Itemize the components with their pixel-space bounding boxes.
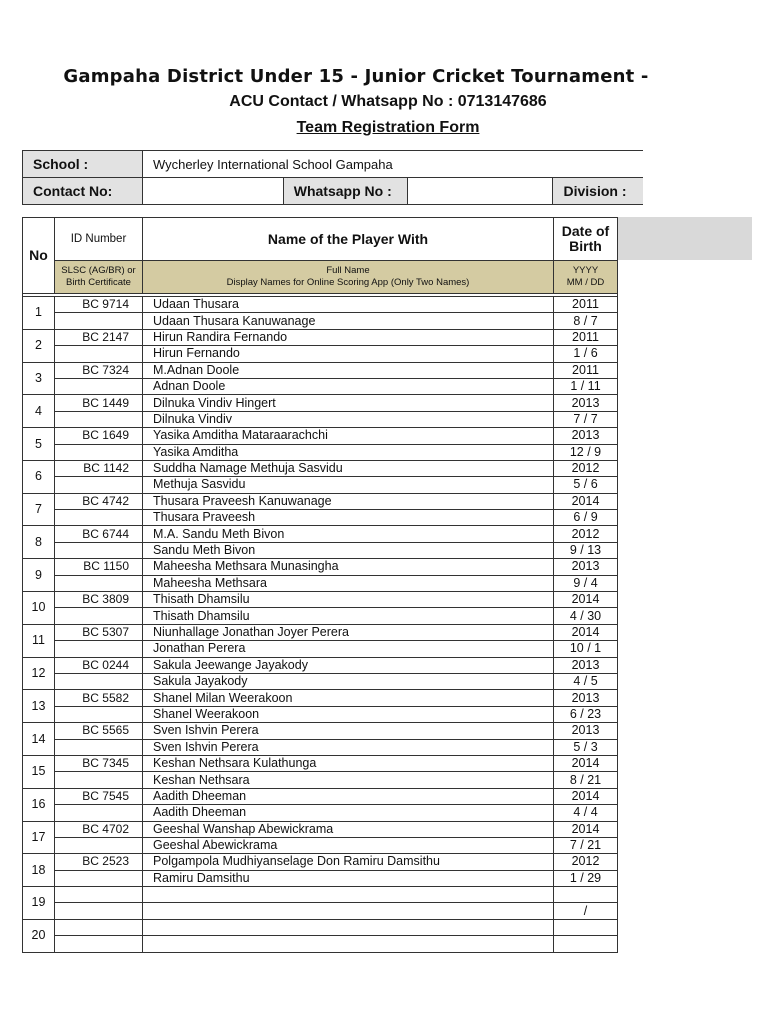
acu-contact-line: ACU Contact / Whatsapp No : 0713147686 [229, 93, 547, 110]
player-display-name[interactable]: Yasika Amditha [143, 444, 554, 460]
player-row [23, 624, 618, 640]
player-row-display [23, 510, 618, 526]
player-id-blank[interactable] [55, 346, 143, 362]
player-id-blank[interactable] [55, 411, 143, 427]
player-row-display [23, 477, 618, 493]
player-full-name[interactable]: M.Adnan Doole [143, 362, 554, 378]
player-full-name[interactable]: M.A. Sandu Meth Bivon [143, 526, 554, 542]
player-display-name[interactable] [143, 936, 554, 952]
player-full-name[interactable]: Niunhallage Jonathan Joyer Perera [143, 624, 554, 640]
player-row [23, 723, 618, 739]
player-row [23, 297, 618, 313]
player-birth-mmdd[interactable]: 10 / 1 [554, 641, 618, 657]
player-birth-year[interactable]: 2013 [554, 690, 618, 706]
player-number: 3 [23, 362, 55, 395]
player-row [23, 919, 618, 935]
player-number: 7 [23, 493, 55, 526]
player-row-display [23, 903, 618, 919]
player-id-number[interactable]: BC 3809 [55, 592, 143, 608]
player-id-blank[interactable] [55, 706, 143, 722]
player-id-blank[interactable] [55, 444, 143, 460]
player-id-blank[interactable] [55, 510, 143, 526]
player-row-display [23, 542, 618, 558]
column-subheader-name [143, 261, 554, 294]
player-full-name[interactable]: Sakula Jeewange Jayakody [143, 657, 554, 673]
player-full-name[interactable]: Dilnuka Vindiv Hingert [143, 395, 554, 411]
player-id-blank[interactable] [55, 837, 143, 853]
player-number: 1 [23, 297, 55, 330]
player-full-name[interactable]: Suddha Namage Methuja Sasvidu [143, 460, 554, 476]
player-row-display [23, 608, 618, 624]
player-full-name[interactable]: Thisath Dhamsilu [143, 592, 554, 608]
player-birth-mmdd[interactable]: 1 / 11 [554, 378, 618, 394]
player-birth-mmdd[interactable]: 7 / 21 [554, 837, 618, 853]
player-id-number[interactable] [55, 919, 143, 935]
player-number: 20 [23, 919, 55, 952]
player-birth-year[interactable]: 2013 [554, 428, 618, 444]
column-header-name: Name of the Player With [143, 218, 554, 261]
school-info-section [22, 150, 643, 205]
player-row [23, 788, 618, 804]
player-row [23, 493, 618, 509]
player-birth-mmdd[interactable]: 9 / 4 [554, 575, 618, 591]
player-number: 8 [23, 526, 55, 559]
player-birth-year[interactable]: 2014 [554, 755, 618, 771]
player-display-name[interactable]: Aadith Dheeman [143, 805, 554, 821]
player-birth-year[interactable]: 2014 [554, 592, 618, 608]
player-row-display [23, 378, 618, 394]
player-id-number[interactable]: BC 2147 [55, 329, 143, 345]
player-birth-mmdd[interactable]: 9 / 13 [554, 542, 618, 558]
player-id-blank[interactable] [55, 673, 143, 689]
player-birth-year[interactable]: 2013 [554, 559, 618, 575]
player-display-name[interactable]: Thusara Praveesh [143, 510, 554, 526]
player-number: 19 [23, 887, 55, 920]
player-full-name[interactable]: Maheesha Methsara Munasingha [143, 559, 554, 575]
player-id-blank[interactable] [55, 542, 143, 558]
player-full-name[interactable]: Hirun Randira Fernando [143, 329, 554, 345]
player-display-name[interactable]: Sandu Meth Bivon [143, 542, 554, 558]
player-full-name[interactable]: Sven Ishvin Perera [143, 723, 554, 739]
player-number: 17 [23, 821, 55, 854]
column-subheader-year: YYYY [572, 265, 599, 276]
player-birth-mmdd[interactable]: 6 / 23 [554, 706, 618, 722]
player-id-number[interactable]: BC 6744 [55, 526, 143, 542]
player-display-name[interactable]: Methuja Sasvidu [143, 477, 554, 493]
player-display-name[interactable]: Maheesha Methsara [143, 575, 554, 591]
player-full-name[interactable]: Keshan Nethsara Kulathunga [143, 755, 554, 771]
player-number: 11 [23, 624, 55, 657]
player-row [23, 887, 618, 903]
player-display-name[interactable]: Shanel Weerakoon [143, 706, 554, 722]
player-birth-mmdd[interactable]: 4 / 5 [554, 673, 618, 689]
player-id-number[interactable]: BC 1150 [55, 559, 143, 575]
player-row-display [23, 936, 618, 952]
player-display-name[interactable]: Udaan Thusara Kanuwanage [143, 313, 554, 329]
whatsapp-label: Whatsapp No : [283, 178, 407, 205]
player-display-name[interactable]: Ramiru Damsithu [143, 870, 554, 886]
player-number: 14 [23, 723, 55, 756]
player-display-name[interactable] [143, 903, 554, 919]
player-row [23, 592, 618, 608]
column-subheader-mmdd: MM / DD [566, 277, 605, 288]
player-full-name[interactable]: Geeshal Wanshap Abewickrama [143, 821, 554, 837]
player-id-number[interactable] [55, 887, 143, 903]
player-row [23, 460, 618, 476]
player-id-blank[interactable] [55, 641, 143, 657]
player-full-name[interactable]: Yasika Amditha Mataraarachchi [143, 428, 554, 444]
player-birth-year[interactable] [554, 887, 618, 903]
player-birth-mmdd[interactable]: 4 / 4 [554, 805, 618, 821]
player-number: 9 [23, 559, 55, 592]
player-id-blank[interactable] [55, 378, 143, 394]
player-id-number[interactable]: BC 7324 [55, 362, 143, 378]
contact-value[interactable] [142, 178, 283, 205]
player-number: 5 [23, 428, 55, 461]
player-row [23, 395, 618, 411]
player-roster-table [22, 217, 618, 953]
player-birth-mmdd[interactable]: 1 / 29 [554, 870, 618, 886]
player-id-blank[interactable] [55, 477, 143, 493]
player-row-display [23, 444, 618, 460]
player-full-name[interactable]: Thusara Praveesh Kanuwanage [143, 493, 554, 509]
player-row [23, 329, 618, 345]
player-full-name[interactable] [143, 887, 554, 903]
contact-label: Contact No: [23, 178, 143, 205]
player-row-display [23, 805, 618, 821]
player-birth-mmdd[interactable]: 8 / 21 [554, 772, 618, 788]
player-id-number[interactable]: BC 5582 [55, 690, 143, 706]
player-birth-year[interactable] [554, 919, 618, 935]
player-birth-year[interactable]: 2011 [554, 297, 618, 313]
column-subheader-full-name: Full Name [326, 265, 370, 276]
player-birth-mmdd[interactable]: 1 / 6 [554, 346, 618, 362]
player-number: 15 [23, 755, 55, 788]
player-display-name[interactable]: Thisath Dhamsilu [143, 608, 554, 624]
player-number: 13 [23, 690, 55, 723]
player-birth-year[interactable]: 2013 [554, 657, 618, 673]
player-row [23, 362, 618, 378]
player-row [23, 821, 618, 837]
player-birth-year[interactable]: 2014 [554, 624, 618, 640]
player-birth-mmdd[interactable]: 7 / 7 [554, 411, 618, 427]
player-number: 12 [23, 657, 55, 690]
player-row-display [23, 673, 618, 689]
player-id-number[interactable]: BC 5307 [55, 624, 143, 640]
school-info-table [22, 150, 643, 205]
player-row-display [23, 641, 618, 657]
player-row-display [23, 772, 618, 788]
school-label: School : [23, 151, 143, 178]
player-id-number[interactable]: BC 9714 [55, 297, 143, 313]
player-row-display [23, 346, 618, 362]
player-birth-year[interactable]: 2014 [554, 788, 618, 804]
player-row-display [23, 575, 618, 591]
player-id-number[interactable]: BC 1449 [55, 395, 143, 411]
column-subheader-id: SLSC (AG/BR) or Birth Certificate [55, 261, 143, 294]
player-display-name[interactable]: Hirun Fernando [143, 346, 554, 362]
player-id-blank[interactable] [55, 870, 143, 886]
player-display-name[interactable]: Sven Ishvin Perera [143, 739, 554, 755]
player-birth-mmdd[interactable]: 5 / 3 [554, 739, 618, 755]
player-display-name[interactable]: Jonathan Perera [143, 641, 554, 657]
player-id-number[interactable]: BC 1142 [55, 460, 143, 476]
division-label: Division : [553, 178, 643, 205]
player-birth-year[interactable]: 2012 [554, 460, 618, 476]
school-value[interactable]: Wycherley International School Gampaha [142, 151, 643, 178]
player-id-number[interactable]: BC 4702 [55, 821, 143, 837]
player-row [23, 559, 618, 575]
player-birth-year[interactable]: 2012 [554, 854, 618, 870]
player-number: 10 [23, 592, 55, 625]
player-display-name[interactable]: Dilnuka Vindiv [143, 411, 554, 427]
column-subheader-dob [554, 261, 618, 294]
player-birth-year[interactable]: 2013 [554, 395, 618, 411]
player-id-number[interactable]: BC 5565 [55, 723, 143, 739]
player-birth-mmdd[interactable]: 8 / 7 [554, 313, 618, 329]
player-row [23, 657, 618, 673]
player-id-blank[interactable] [55, 805, 143, 821]
player-row-display [23, 706, 618, 722]
column-header-dob: Date of Birth [554, 218, 618, 261]
player-full-name[interactable]: Shanel Milan Weerakoon [143, 690, 554, 706]
player-row [23, 526, 618, 542]
player-row [23, 690, 618, 706]
player-birth-year[interactable]: 2014 [554, 821, 618, 837]
column-header-no: No [23, 218, 55, 294]
player-display-name[interactable]: Sakula Jayakody [143, 673, 554, 689]
tournament-title: Gampaha District Under 15 - Junior Cricket Tournament - [63, 66, 649, 87]
player-id-number[interactable]: BC 4742 [55, 493, 143, 509]
player-id-number[interactable]: BC 2523 [55, 854, 143, 870]
player-number: 6 [23, 460, 55, 493]
player-number: 2 [23, 329, 55, 362]
whatsapp-value[interactable] [407, 178, 553, 205]
player-full-name[interactable]: Udaan Thusara [143, 297, 554, 313]
player-birth-mmdd[interactable]: 4 / 30 [554, 608, 618, 624]
column-header-id: ID Number [55, 218, 143, 261]
player-full-name[interactable] [143, 919, 554, 935]
form-title: Team Registration Form [296, 119, 480, 136]
player-row-display [23, 870, 618, 886]
player-number: 4 [23, 395, 55, 428]
player-row-display [23, 313, 618, 329]
player-id-blank[interactable] [55, 739, 143, 755]
player-id-number[interactable]: BC 7545 [55, 788, 143, 804]
player-id-blank[interactable] [55, 903, 143, 919]
player-row [23, 755, 618, 771]
column-subheader-display-name: Display Names for Online Scoring App (Only Two Names) [226, 277, 470, 288]
player-row-display [23, 411, 618, 427]
player-full-name[interactable]: Polgampola Mudhiyanselage Don Ramiru Damsithu [143, 854, 554, 870]
player-birth-mmdd[interactable] [554, 936, 618, 952]
player-number: 16 [23, 788, 55, 821]
player-birth-year[interactable]: 2012 [554, 526, 618, 542]
player-id-blank[interactable] [55, 313, 143, 329]
player-row [23, 428, 618, 444]
player-id-number[interactable]: BC 0244 [55, 657, 143, 673]
header-shade-block [617, 217, 752, 260]
player-id-blank[interactable] [55, 772, 143, 788]
player-display-name[interactable]: Adnan Doole [143, 378, 554, 394]
player-row-display [23, 837, 618, 853]
player-id-number[interactable]: BC 1649 [55, 428, 143, 444]
player-birth-year[interactable]: 2013 [554, 723, 618, 739]
player-id-blank[interactable] [55, 936, 143, 952]
player-birth-year[interactable]: 2011 [554, 362, 618, 378]
player-id-blank[interactable] [55, 608, 143, 624]
player-full-name[interactable]: Aadith Dheeman [143, 788, 554, 804]
player-row [23, 854, 618, 870]
player-id-number[interactable]: BC 7345 [55, 755, 143, 771]
player-birth-year[interactable]: 2011 [554, 329, 618, 345]
player-display-name[interactable]: Keshan Nethsara [143, 772, 554, 788]
player-birth-mmdd[interactable]: 6 / 9 [554, 510, 618, 526]
player-birth-mmdd[interactable]: / [554, 903, 618, 919]
player-display-name[interactable]: Geeshal Abewickrama [143, 837, 554, 853]
player-birth-mmdd[interactable]: 12 / 9 [554, 444, 618, 460]
player-number: 18 [23, 854, 55, 887]
player-birth-year[interactable]: 2014 [554, 493, 618, 509]
player-row-display [23, 739, 618, 755]
player-birth-mmdd[interactable]: 5 / 6 [554, 477, 618, 493]
player-id-blank[interactable] [55, 575, 143, 591]
